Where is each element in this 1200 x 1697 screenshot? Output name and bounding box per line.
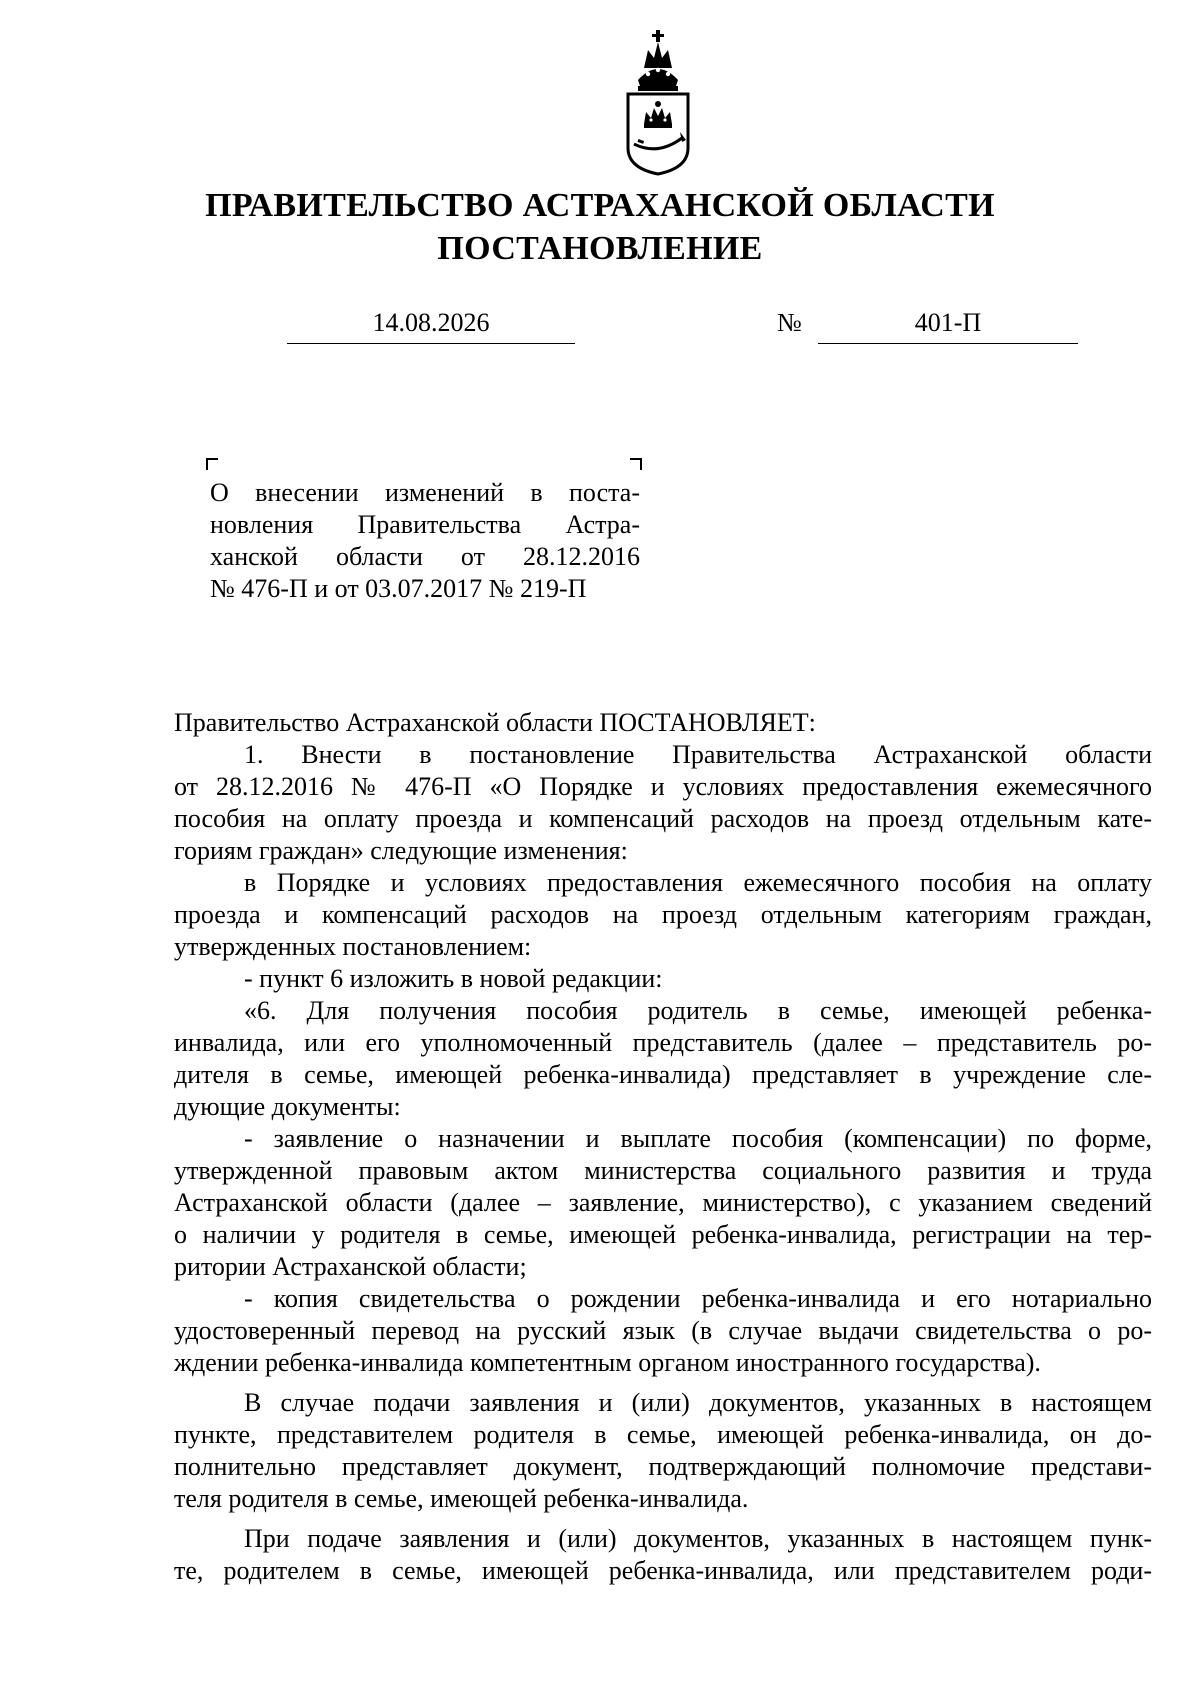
subject-corner-right [630,458,642,470]
number-sign: № [777,308,802,337]
body-line: в Порядке и условиях предоставления ежемесячного пособия на оплату [244,868,1152,897]
body-line: полнительно представляет документ, подтверждающий полномочие представи- [174,1452,1152,1481]
document-number: 401-П [914,308,982,337]
date-number-line [0,308,1200,348]
number-underline [818,343,1078,344]
date-underline [287,343,575,344]
body-line: утвержденной правовым актом министерства социального развития и труда [174,1156,1152,1185]
subject-line: новления Правительства Астра- [210,510,640,539]
body-line: 1. Внести в постановление Правительства Астраханской области [244,740,1152,769]
coat-of-arms-icon [618,28,698,178]
body-line: дителя в семье, имеющей ребенка-инвалида) представляет в учреждение сле- [174,1060,1152,1089]
body-line: инвалида, или его уполномоченный представитель (далее – представитель ро- [174,1028,1152,1057]
body-line: удостоверенный перевод на русский язык (в случае выдачи свидетельства о ро- [174,1316,1152,1345]
body-line: дующие документы: [174,1092,401,1121]
body-line: «6. Для получения пособия родитель в семье, имеющей ребенка- [244,996,1152,1025]
body-line: те, родителем в семье, имеющей ребенка-инвалида, или представителем роди- [174,1556,1152,1585]
body-line: пункте, представителем родителя в семье, имеющей ребенка-инвалида, он до- [174,1420,1152,1449]
document-date: 14.08.2026 [372,308,490,337]
body-line: теля родителя в семье, имеющей ребенка-инвалида. [174,1484,749,1513]
subject-line: О внесении изменений в поста- [210,478,640,507]
subject-corner-left [206,458,218,470]
body-line: Астраханской области (далее – заявление, министерство), с указанием сведений [174,1188,1152,1217]
body-line: - пункт 6 изложить в новой редакции: [244,964,663,993]
body-line: При подаче заявления и (или) документов, указанных в настоящем пунк- [244,1524,1152,1553]
government-title: ПРАВИТЕЛЬСТВО АСТРАХАНСКОЙ ОБЛАСТИ [205,187,995,224]
body-line: - копия свидетельства о рождении ребенка-инвалида и его нотариально [244,1284,1152,1313]
body-line: от 28.12.2016 № 476-П «О Порядке и условиях предоставления ежемесячного [174,772,1152,801]
body-line: утвержденных постановлением: [174,932,532,961]
body-line: пособия на оплату проезда и компенсаций расходов на проезд отдельным кате- [174,804,1152,833]
document-body [174,707,1152,1587]
subject-line: № 476-П и от 03.07.2017 № 219-П [210,574,587,603]
body-line: Правительство Астраханской области ПОСТАНОВЛЯЕТ: [174,708,816,737]
body-line: В случае подачи заявления и (или) документов, указанных в настоящем [244,1388,1152,1417]
body-line: проезда и компенсаций расходов на проезд отдельным категориям граждан, [174,900,1152,929]
body-line: - заявление о назначении и выплате пособия (компенсации) по форме, [244,1124,1152,1153]
body-line: о наличии у родителя в семье, имеющей ребенка-инвалида, регистрации на тер- [174,1220,1152,1249]
body-line: гориям граждан» следующие изменения: [174,836,628,865]
body-line: ждении ребенка-инвалида компетентным органом иностранного государства). [174,1348,1041,1377]
document-type-title: ПОСТАНОВЛЕНИЕ [437,230,763,267]
document-subject [210,477,640,605]
body-line: ритории Астраханской области; [174,1252,527,1281]
subject-line: ханской области от 28.12.2016 [210,542,640,571]
